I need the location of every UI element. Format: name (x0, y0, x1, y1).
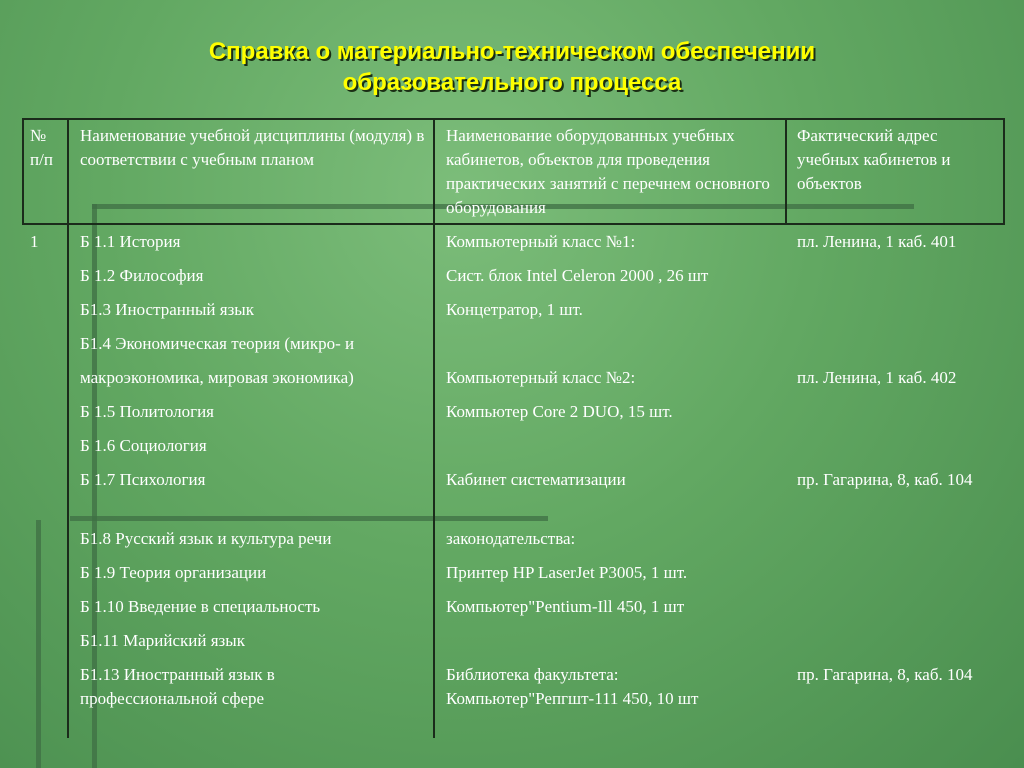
header-equipment: Наименование оборудованных учебных кабинетов, объектов для проведения практических занятий с перечнем основного оборудования (446, 126, 770, 217)
address-item: пл. Ленина, 1 каб. 402 (797, 368, 957, 387)
table-border-right (1003, 118, 1005, 225)
discipline-item: Б 1.5 Политология (80, 402, 214, 421)
discipline-item: Б 1.1 История (80, 232, 181, 251)
equipment-item: законодательства: (446, 529, 576, 548)
equipment-item: Библиотека факультета: Компьютер"Репгшт-111 450, 10 шт (446, 665, 699, 708)
discipline-item: Б 1.6 Социология (80, 436, 207, 455)
discipline-item: Б1.8 Русский язык и культура речи (80, 529, 332, 548)
table-col-divider-1 (67, 118, 69, 738)
equipment-item: Сист. блок Intel Celeron 2000 , 26 шт (446, 266, 709, 285)
table-header-divider (22, 223, 1005, 225)
header-discipline: Наименование учебной дисциплины (модуля) в соответствии с учебным планом (80, 126, 425, 169)
discipline-item: Б1.3 Иностранный язык (80, 300, 254, 319)
equipment-item: Принтер HP LaserJet P3005, 1 шт. (446, 563, 688, 582)
slide-title-line-1: Справка о материально-техническом обеспечении (208, 38, 816, 65)
equipment-item: Кабинет систематизации (446, 470, 626, 489)
address-item: пр. Гагарина, 8, каб. 104 (797, 470, 973, 489)
discipline-item: Б 1.2 Философия (80, 266, 204, 285)
discipline-item: Б1.4 Экономическая теория (микро- и (80, 334, 355, 353)
slide-title-line-2: образовательного процесса (342, 69, 682, 96)
discipline-item: Б1.11 Марийский язык (80, 631, 245, 650)
header-number: № п/п (30, 126, 53, 169)
discipline-item: макроэкономика, мировая экономика) (80, 368, 354, 387)
row-number: 1 (30, 232, 39, 251)
equipment-item: Компьютерный класс №2: (446, 368, 636, 387)
equipment-item: Компьютер Core 2 DUO, 15 шт. (446, 402, 673, 421)
equipment-item: Компьютер"Pentium-Ill 450, 1 шт (446, 597, 685, 616)
discipline-item: Б 1.10 Введение в специальность (80, 597, 321, 616)
equipment-item: Концетратор, 1 шт. (446, 300, 583, 319)
discipline-item: Б 1.7 Психология (80, 470, 206, 489)
table-border-top (22, 118, 1005, 120)
table-col-divider-3 (785, 118, 787, 225)
address-item: пл. Ленина, 1 каб. 401 (797, 232, 957, 251)
address-item: пр. Гагарина, 8, каб. 104 (797, 665, 973, 684)
table-col-divider-2 (433, 118, 435, 738)
discipline-item: Б1.13 Иностранный язык в профессиональной сфере (80, 665, 275, 708)
header-address: Фактический адрес учебных кабинетов и объектов (797, 126, 951, 193)
table-border-left (22, 118, 24, 225)
equipment-item: Компьютерный класс №1: (446, 232, 636, 251)
discipline-item: Б 1.9 Теория организации (80, 563, 267, 582)
